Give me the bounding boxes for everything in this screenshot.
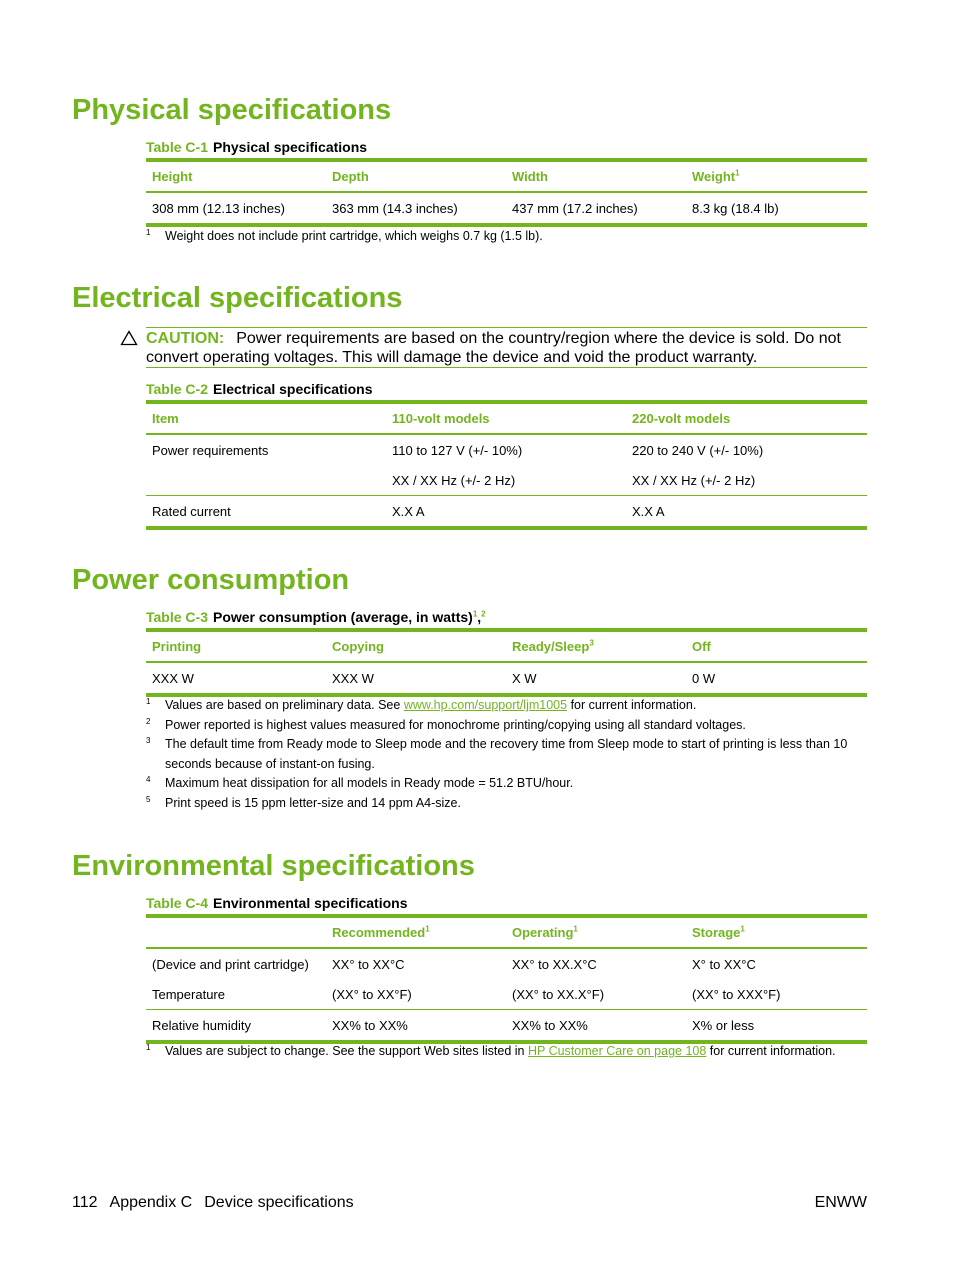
table-cell: (Device and print cartridge) [152,956,309,972]
table-row [146,979,867,1010]
table-cell: 437 mm (17.2 inches) [512,200,638,216]
column-header: Storage$^1$ [692,924,745,940]
table-header-row [146,916,867,948]
table-header-row [146,630,867,662]
footnote [146,774,876,794]
footnote-ref: 1 [425,924,430,934]
table-caption-c3: Table C-3 Power consumption (average, in watts)$^1$,$^2$ [146,609,486,625]
table-row [146,465,867,496]
table-number: Table C-1 [146,139,208,155]
table-electrical-specifications [146,400,867,530]
footer-title: Device specifications [204,1194,354,1211]
footnote-number: 5 [146,794,151,804]
table-cell: (XX° to XX.X°F) [512,986,605,1002]
footnote [146,794,876,814]
table-caption-c2 [146,382,373,396]
footnote [146,227,876,247]
footnote-text: Power reported is highest values measured for monochrome printing/copying using all standard voltages. [165,717,746,732]
table-cell: X.X A [392,503,425,519]
table-title: Environmental specifications [212,895,408,911]
table-cell: 220 to 240 V (+/- 10%) [632,442,764,458]
table-cell: X% or less [692,1017,755,1033]
heading-physical-specifications: Physical specifications [72,94,392,126]
table-caption-c4 [146,896,407,910]
caution-note [146,327,867,368]
table-cell: XX° to XX°C [332,956,405,972]
table-header-row [146,160,867,192]
footnote-number: 1 [146,228,151,237]
footnotes-power [146,696,876,813]
table-cell: (XX° to XXX°F) [692,986,781,1002]
table-row [146,948,867,979]
column-header: 220-volt models [632,411,731,426]
footnote [146,716,876,736]
table-cell: (XX° to XX°F) [332,986,412,1002]
footnote-number: 1 [146,697,151,706]
footnote-ref: 2 [481,609,486,619]
footnote-ref: 1 [740,924,745,934]
footnotes-environmental [146,1042,876,1062]
heading-electrical-specifications: Electrical specifications [72,282,403,314]
column-header: Item [152,411,179,426]
footnote [146,735,876,774]
table-row [146,434,867,465]
table-cell: X W [512,670,537,686]
column-header: Off [692,639,711,654]
footnote-ref: 1 [472,609,478,619]
footnote-text: Maximum heat dissipation for all models in Ready mode = 51.2 BTU/hour. [165,776,574,790]
table-cell: XX / XX Hz (+/- 2 Hz) [632,472,756,488]
footnote-ref: 1 [573,924,578,934]
table-cell: XXX W [332,670,374,686]
caution-text: Power requirements are based on the country/region where the device is sold. Do not convert operating voltages. This will damage the device and void the product warranty. [146,330,841,366]
table-number: Table C-4 [146,895,208,911]
table-cell: 8.3 kg (18.4 lb) [692,200,779,216]
table-cell [146,465,386,496]
table-cell: XX% to XX% [332,1017,408,1033]
table-cell: Power requirements [152,442,269,458]
column-header: Printing [152,639,202,654]
footnote-text: The default time from Ready mode to Sleep mode and the recovery time from Sleep mode to start of printing is less than 10 seconds because of instant-on fusing. [165,737,848,771]
table-cell: X° to XX°C [692,956,756,972]
table-row [146,192,867,225]
table-cell: Rated current [152,503,231,519]
table-number: Table C-3 [146,609,208,625]
table-row [146,662,867,695]
footer-appendix: Appendix C [109,1194,193,1211]
table-number: Table C-2 [146,381,208,397]
table-cell: 363 mm (14.3 inches) [332,200,458,216]
footnote-ref: 3 [589,638,594,648]
page-footer [72,1194,867,1212]
column-header: Copying [332,639,384,654]
column-header: Ready/Sleep$^3$ [512,638,594,654]
table-cell: XXX W [152,670,194,686]
support-link[interactable]: www.hp.com/support/ljm1005 [403,698,568,712]
footer-right: ENWW [814,1194,867,1211]
table-cell: Relative humidity [152,1017,251,1033]
column-header: Height [152,169,193,184]
footer-left [72,1194,354,1212]
caution-label: CAUTION: [146,330,225,347]
table-power-consumption [146,628,867,697]
hp-customer-care-link[interactable]: HP Customer Care on page 108 [527,1044,707,1058]
table-title: Power consumption (average, in watts) [212,609,473,625]
table-row [146,1010,867,1043]
column-header: Weight$^1$ [692,168,740,184]
footnote-ref: 1 [735,168,740,178]
table-row [146,496,867,529]
column-header: Operating$^1$ [512,924,578,940]
footnote-number: 1 [146,1043,151,1052]
table-environmental-specifications [146,914,867,1044]
footnotes-physical [146,227,876,247]
heading-power-consumption: Power consumption [72,564,350,596]
table-cell: 0 W [692,670,716,686]
table-cell: XX / XX Hz (+/- 2 Hz) [392,472,516,488]
table-physical-specifications [146,158,867,227]
table-cell: XX% to XX% [512,1017,588,1033]
column-header: Depth [332,169,369,184]
table-title: Physical specifications [212,139,368,155]
heading-environmental-specifications: Environmental specifications [72,850,475,882]
table-cell: Temperature [152,986,225,1002]
footnote-number: 2 [146,716,151,726]
footnote-number: 3 [146,736,151,745]
table-header-row [146,402,867,434]
column-header: Width [512,169,548,184]
table-cell: 110 to 127 V (+/- 10%) [392,442,523,458]
footnote-text: Weight does not include print cartridge, which weighs 0.7 kg (1.5 lb). [165,229,543,243]
footnote: 1 Values are subject to change. See the support Web sites listed in HP Customer Care on page 108 for current information. [146,1042,876,1062]
table-cell: XX° to XX.X°C [512,956,597,972]
footnote-number: 4 [146,775,151,784]
table-caption-c1 [146,140,367,154]
page-number: 112 [72,1194,98,1211]
footnote: 1 Values are based on preliminary data. See www.hp.com/support/ljm1005 for current information. [146,696,876,716]
table-cell: X.X A [632,503,665,519]
column-header [146,916,326,948]
footnote-text: Print speed is 15 ppm letter-size and 14 ppm A4-size. [165,795,461,810]
caution-triangle-icon [120,330,138,346]
table-title: Electrical specifications [212,381,373,397]
column-header: Recommended$^1$ [332,924,430,940]
table-cell: 308 mm (12.13 inches) [152,200,285,216]
column-header: 110-volt models [392,411,490,426]
